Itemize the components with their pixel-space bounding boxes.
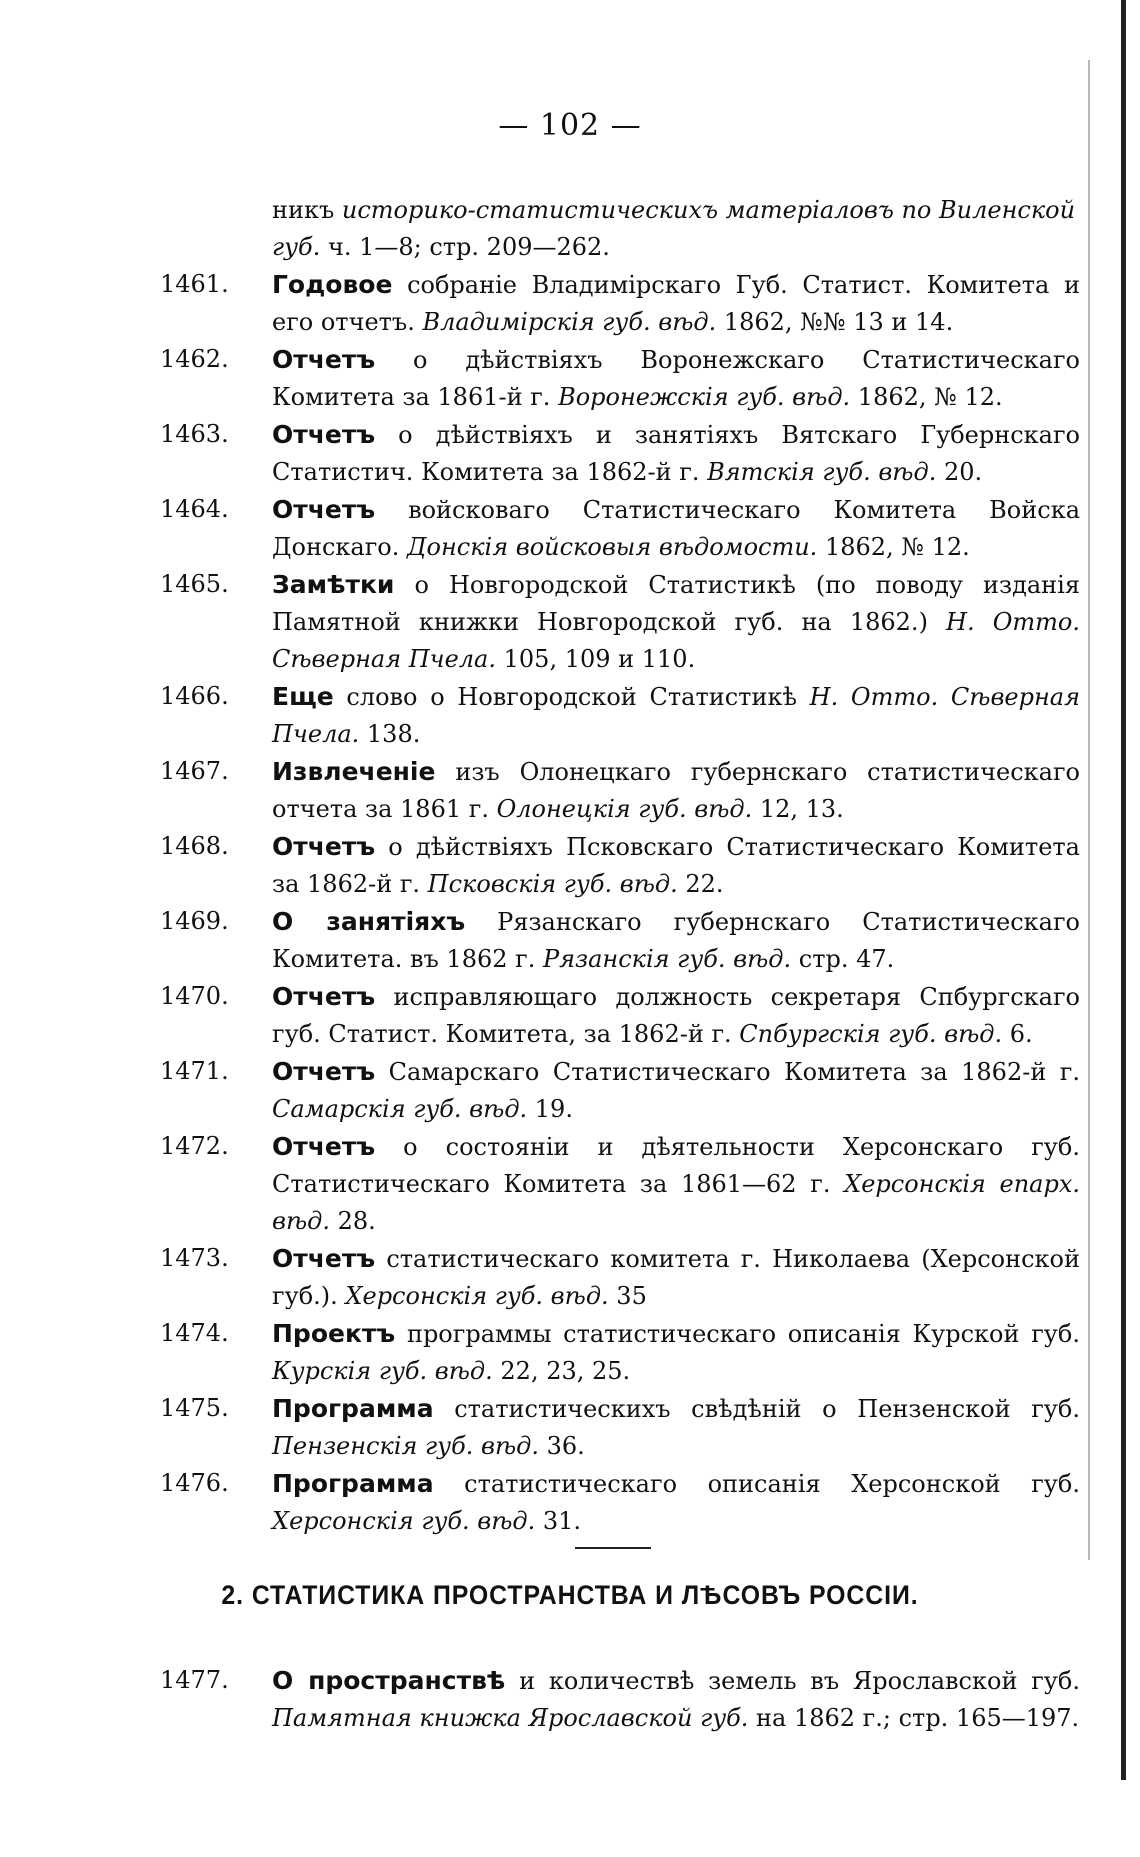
entry-tail: 22, 23, 25. bbox=[492, 1357, 631, 1385]
entry bbox=[160, 566, 1080, 678]
entry-list-section-2 bbox=[160, 1662, 1080, 1737]
entry-text: о дѣйствіяхъ и занятіяхъ Вятскаго Губернскаго Статистич. Комитета за 1862-й г. bbox=[272, 421, 1080, 486]
entry-text: Рязанскаго губернскаго Статистическаго Комитета. въ 1862 г. bbox=[272, 908, 1080, 973]
entry-title: Извлеченіе bbox=[272, 757, 436, 786]
entry-tail: 105, 109 и 110. bbox=[496, 645, 696, 673]
entry-text: изъ Олонецкаго губернскаго статистическаго отчета за 1861 г. bbox=[272, 758, 1080, 823]
entry-number: 1465. bbox=[160, 570, 229, 598]
entry-tail: 6. bbox=[1002, 1020, 1033, 1048]
entry bbox=[160, 828, 1080, 903]
entry-text: о состояніи и дѣятельности Херсонскаго губ. Статистическаго Комитета за 1861—62 г. bbox=[272, 1133, 1080, 1198]
entry-number: 1466. bbox=[160, 682, 229, 710]
entry-number: 1464. bbox=[160, 495, 229, 523]
entry-number: 1467. bbox=[160, 757, 229, 785]
continuation-text-b: ч. 1—8; стр. 209—262. bbox=[320, 233, 610, 261]
entry-tail: 35 bbox=[608, 1282, 647, 1310]
entry-number: 1470. bbox=[160, 982, 229, 1010]
entry bbox=[160, 1390, 1080, 1465]
entry-title: Отчетъ bbox=[272, 420, 376, 449]
entry-tail: 19. bbox=[527, 1095, 573, 1123]
continuation-text-a: никъ bbox=[272, 196, 342, 224]
entry-source: Воронежскія губ. вѣд. bbox=[558, 383, 851, 411]
entry-source: Памятная книжка Ярославской губ. bbox=[272, 1704, 749, 1732]
entry-text: о дѣйствіяхъ Псковскаго Статистическаго Комитета за 1862-й г. bbox=[272, 833, 1080, 898]
entry bbox=[160, 1315, 1080, 1390]
entry bbox=[160, 491, 1080, 566]
entry-source: Владимірскія губ. вѣд. bbox=[422, 308, 717, 336]
entry-number: 1463. bbox=[160, 420, 229, 448]
entry-source: Рязанскія губ. вѣд. bbox=[542, 945, 792, 973]
continuation-source: историко-статистическихъ матеріаловъ по Виленской губ. bbox=[272, 196, 1076, 261]
section-heading: 2. СТАТИСТИКА ПРОСТРАНСТВА И ЛѢСОВЪ РОССІИ. bbox=[221, 1580, 919, 1610]
entry-number: 1476. bbox=[160, 1469, 229, 1497]
entry-title: Программа bbox=[272, 1394, 434, 1423]
entry-text: статистическихъ свѣдѣній о Пензенской губ. bbox=[433, 1395, 1080, 1423]
entry-title: Отчетъ bbox=[272, 495, 376, 524]
entry-title: Отчетъ bbox=[272, 1244, 376, 1273]
entry-title: Еще bbox=[272, 682, 334, 711]
entry-number: 1469. bbox=[160, 907, 229, 935]
entry-title: Отчетъ bbox=[272, 1132, 376, 1161]
entry bbox=[160, 678, 1080, 753]
entry-title: Отчетъ bbox=[272, 1057, 376, 1086]
entry bbox=[160, 1240, 1080, 1315]
entry-tail: 22. bbox=[677, 870, 724, 898]
entry-tail: 1862, № 12. bbox=[850, 383, 1003, 411]
entry bbox=[160, 341, 1080, 416]
entry-tail: 12, 13. bbox=[752, 795, 844, 823]
page-edge-shadow bbox=[1121, 0, 1126, 1780]
entry-title: Годовое bbox=[272, 270, 393, 299]
entry-number: 1462. bbox=[160, 345, 229, 373]
entry-number: 1474. bbox=[160, 1319, 229, 1347]
entry-text: исправляющаго должность секретаря Спбургскаго губ. Статист. Комитета, за 1862-й г. bbox=[272, 983, 1080, 1048]
continuation-text bbox=[272, 192, 1080, 266]
entry-text: о Новгородской Статистикѣ (по поводу изданія Памятной книжки Новгородской губ. на 1862.) bbox=[272, 571, 1080, 636]
entry bbox=[160, 978, 1080, 1053]
entry bbox=[160, 1465, 1080, 1540]
entry-text: программы статистическаго описанія Курской губ. bbox=[395, 1320, 1080, 1348]
entry-source: Спбургскія губ. вѣд. bbox=[739, 1020, 1003, 1048]
entry-tail: 36. bbox=[538, 1432, 585, 1460]
entry-title: Отчетъ bbox=[272, 345, 376, 374]
entry-text: и количествѣ земель въ Ярославской губ. bbox=[505, 1667, 1080, 1695]
section-divider bbox=[575, 1547, 651, 1549]
entry-source: Пензенскія губ. вѣд. bbox=[272, 1432, 539, 1460]
entry bbox=[160, 416, 1080, 491]
entry-source: Херсонскія губ. вѣд. bbox=[345, 1282, 609, 1310]
entry-tail: 31. bbox=[535, 1507, 582, 1535]
entry bbox=[160, 1128, 1080, 1240]
entry bbox=[160, 1662, 1080, 1737]
entry-number: 1471. bbox=[160, 1057, 229, 1085]
entry-tail: 1862, № 12. bbox=[817, 533, 970, 561]
entry-text: Самарскаго Статистическаго Комитета за 1862-й г. bbox=[375, 1058, 1080, 1086]
entry-source: Н. Отто. Сѣверная Пчела. bbox=[272, 608, 1080, 673]
entry-text: собраніе Владимірскаго Губ. Статист. Комитета и его отчетъ. bbox=[272, 271, 1080, 336]
entry-source: Херсонскія епарх. вѣд. bbox=[272, 1170, 1080, 1235]
entry-text: войсковаго Статистическаго Комитета Войска Донскаго. bbox=[272, 496, 1080, 561]
entry-text: слово о Новгородской Статистикѣ bbox=[333, 683, 810, 711]
entry-title: Проектъ bbox=[272, 1319, 396, 1348]
entry-source: Самарскія губ. вѣд. bbox=[272, 1095, 528, 1123]
entry-source: Херсонскія губ. вѣд. bbox=[272, 1507, 536, 1535]
entry-number: 1461. bbox=[160, 270, 229, 298]
entry-list bbox=[160, 266, 1080, 1540]
entry-text: статистическаго описанія Херсонской губ. bbox=[433, 1470, 1080, 1498]
entry bbox=[160, 1053, 1080, 1128]
entry-tail: 20. bbox=[936, 458, 983, 486]
entry-number: 1472. bbox=[160, 1132, 229, 1160]
entry-title: Замѣтки bbox=[272, 570, 395, 599]
entry-title: Отчетъ bbox=[272, 832, 376, 861]
entry-title: Отчетъ bbox=[272, 982, 376, 1011]
entry-source: Псковскія губ. вѣд. bbox=[427, 870, 678, 898]
entry bbox=[160, 903, 1080, 978]
entry-source: Донскія войсковыя вѣдомости. bbox=[407, 533, 818, 561]
entry-title: О пространствѣ bbox=[272, 1666, 506, 1695]
entry-source: Курскія губ. вѣд. bbox=[272, 1357, 493, 1385]
entry-tail: на 1862 г.; стр. 165—197. bbox=[748, 1704, 1080, 1732]
entry-text: о дѣйствіяхъ Воронежскаго Статистическаго Комитета за 1861-й г. bbox=[272, 346, 1080, 411]
page-number: — 102 — bbox=[498, 108, 642, 143]
entry-source: Олонецкія губ. вѣд. bbox=[496, 795, 753, 823]
entry-number: 1473. bbox=[160, 1244, 229, 1272]
entry-tail: 1862, №№ 13 и 14. bbox=[716, 308, 954, 336]
entry-number: 1477. bbox=[160, 1666, 229, 1694]
entry-text: статистическаго комитета г. Николаева (Херсонской губ.). bbox=[272, 1245, 1080, 1310]
entry-tail: 138. bbox=[359, 720, 421, 748]
entry-tail: 28. bbox=[329, 1207, 376, 1235]
entry bbox=[160, 753, 1080, 828]
entry-number: 1468. bbox=[160, 832, 229, 860]
entry-title: Программа bbox=[272, 1469, 434, 1498]
entry-source: Вятскія губ. вѣд. bbox=[707, 458, 937, 486]
entry bbox=[160, 266, 1080, 341]
entry-source: Н. Отто. Сѣверная Пчела. bbox=[272, 683, 1080, 748]
entry-tail: стр. 47. bbox=[791, 945, 895, 973]
entry-title: О занятіяхъ bbox=[272, 907, 466, 936]
entry-number: 1475. bbox=[160, 1394, 229, 1422]
page-edge-line bbox=[1088, 60, 1090, 1560]
